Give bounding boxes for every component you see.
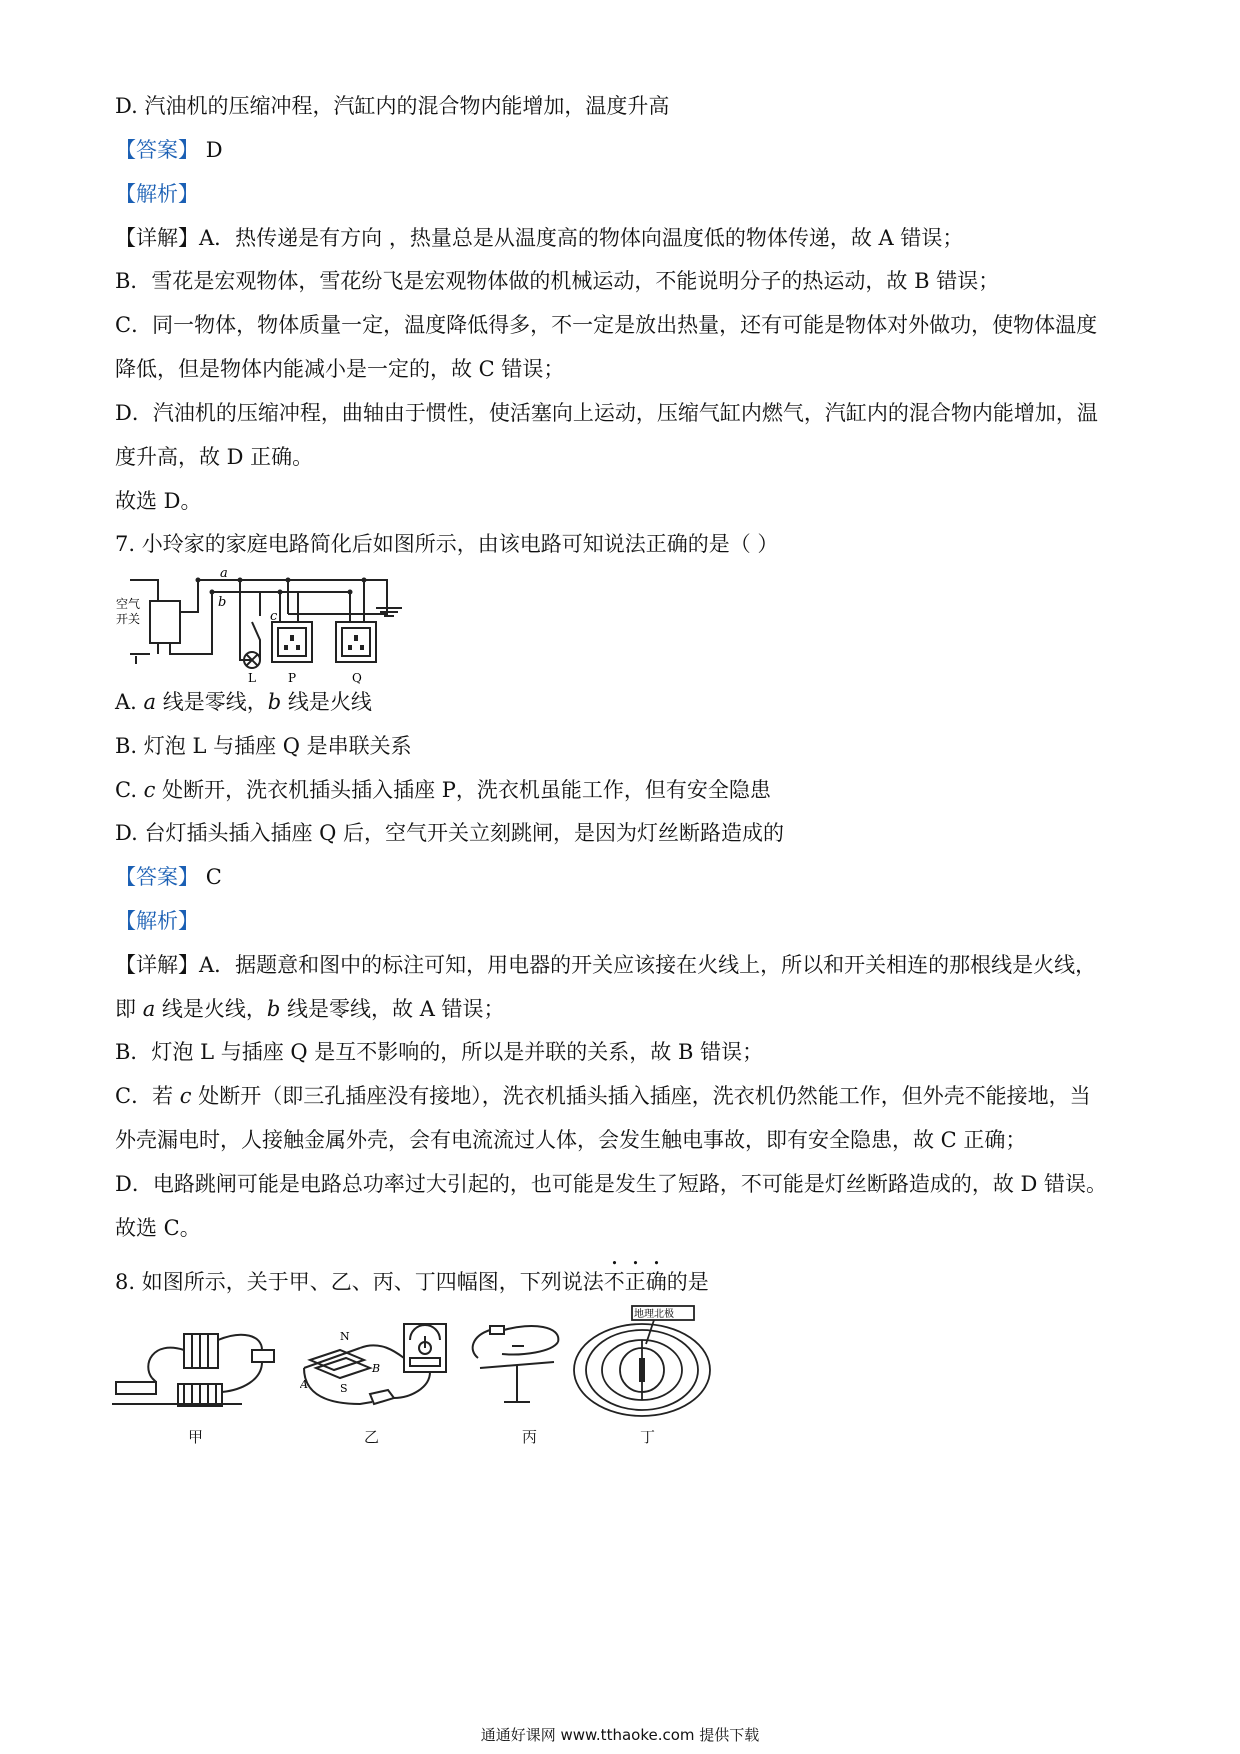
q7-detail-c2: 外壳漏电时，人接触金属外壳，会有电流流过人体，会发生触电事故，即有安全隐患，故 C 正确； (115, 1128, 1027, 1152)
detail-text: A．热传递是有方向 ，热量总是从温度高的物体向温度低的物体传递，故 A 错误； (199, 226, 964, 250)
q6-answer (115, 135, 223, 165)
option-text: 线是零线， (156, 690, 268, 714)
q6-analysis (115, 179, 199, 209)
socket-Q-label: Q (352, 671, 362, 685)
figure-ding-geomagnetic (570, 1300, 720, 1420)
detail-text: 线是火线， (155, 997, 267, 1021)
air-switch-label-1: 空气 (116, 597, 141, 611)
figure-label-ding: 丁 (640, 1428, 656, 1446)
q8-stem (115, 1257, 709, 1297)
analysis-tag: 【解析】 (115, 909, 199, 933)
answer-tag: 【答案】 (115, 138, 199, 162)
q6-detail-b: B．雪花是宏观物体，雪花纷飞是宏观物体做的机械运动，不能说明分子的热运动，故 B 错误； (115, 269, 1000, 293)
detail-text: C．若 (115, 1084, 180, 1108)
q7-detail-a2 (115, 994, 505, 1024)
var-b: b (267, 690, 282, 714)
q6-detail-c1: C．同一物体，物体质量一定，温度降低得多，不一定是放出热量，还有可能是物体对外做功，使物体温度 (115, 313, 1098, 337)
q7-detail-a1 (115, 950, 1096, 980)
q7-detail-d: D．电路跳闸可能是电路总功率过大引起的，也可能是发生了短路，不可能是灯丝断路造成的，故 D 错误。 (115, 1172, 1108, 1196)
q7-detail-c1 (115, 1081, 1091, 1111)
detail-text: 处断开（即三孔插座没有接地），洗衣机插头插入插座，洗衣机仍然能工作，但外壳不能接地，当 (191, 1084, 1091, 1108)
detail-text: 即 (115, 997, 143, 1021)
stem-emphasis: 不正确 (603, 1270, 667, 1294)
q6-detail-d2: 度升高，故 D 正确。 (115, 445, 314, 469)
answer-value: D (205, 138, 223, 162)
option-prefix: A. (115, 690, 144, 714)
option-text: 处断开，洗衣机插头插入插座 P，洗衣机虽能工作，但有安全隐患 (155, 778, 771, 802)
var-a: a (142, 997, 156, 1021)
detail-tag: 【详解】 (115, 953, 199, 977)
lamp-L-label: L (248, 671, 256, 685)
figure-jia-circuit (112, 1320, 292, 1420)
q6-conclusion: 故选 D。 (115, 489, 202, 513)
detail-tag: 【详解】 (115, 226, 199, 250)
detail-text: 线是零线，故 A 错误； (280, 997, 505, 1021)
var-c: c (143, 778, 156, 802)
figure-label-jia: 甲 (188, 1428, 204, 1446)
q7-stem: 7. 小玲家的家庭电路简化后如图所示，由该电路可知说法正确的是（ ） (115, 532, 779, 556)
point-c-label: c (270, 609, 278, 624)
figure-yi-induction (300, 1312, 460, 1422)
var-c: c (179, 1084, 192, 1108)
q7-option-a (115, 687, 372, 717)
figure-label-bing: 丙 (522, 1428, 538, 1446)
answer-value: C (205, 865, 222, 889)
conductor-A-label: A (300, 1378, 308, 1391)
magnet-N-label: N (340, 1330, 350, 1343)
q6-detail-c2: 降低，但是物体内能减小是一定的，故 C 错误； (115, 357, 565, 381)
q7-option-d: D. 台灯插头插入插座 Q 后，空气开关立刻跳闸，是因为灯丝断路造成的 (115, 821, 785, 845)
wire-b-label: b (218, 595, 227, 610)
geographic-north-label: 地理北极 (634, 1309, 674, 1320)
q7-conclusion: 故选 C。 (115, 1216, 201, 1240)
q7-answer (115, 862, 222, 892)
figure-label-yi: 乙 (364, 1428, 380, 1446)
conductor-B-label: B (372, 1362, 381, 1375)
var-a: a (143, 690, 157, 714)
option-text: 线是火线 (281, 690, 372, 714)
q6-detail-d1: D．汽油机的压缩冲程，曲轴由于惯性，使活塞向上运动，压缩气缸内燃气，汽缸内的混合物内能增加，温 (115, 401, 1098, 425)
var-b: b (266, 997, 281, 1021)
figure-bing-oersted (462, 1316, 572, 1416)
socket-P-label: P (288, 671, 297, 685)
magnet-S-label: S (340, 1382, 348, 1395)
option-prefix: C. (115, 778, 144, 802)
page-footer: 通通好课网 www.tthaoke.com 提供下载 (480, 1726, 760, 1744)
q6-option-d: D. 汽油机的压缩冲程，汽缸内的混合物内能增加，温度升高 (115, 94, 670, 118)
stem-text: 的是 (666, 1270, 709, 1294)
stem-text: 8. 如图所示，关于甲、乙、丙、丁四幅图，下列说法 (115, 1270, 604, 1294)
q7-analysis (115, 906, 199, 936)
air-switch-label-2: 开关 (116, 612, 141, 626)
detail-text: A．据题意和图中的标注可知，用电器的开关应该接在火线上，所以和开关相连的那根线是火线， (199, 953, 1097, 977)
wire-a-label: a (220, 568, 228, 581)
q7-detail-b: B．灯泡 L 与插座 Q 是互不影响的，所以是并联的关系，故 B 错误； (115, 1040, 764, 1064)
analysis-tag: 【解析】 (115, 182, 199, 206)
answer-tag: 【答案】 (115, 865, 199, 889)
q7-option-b: B. 灯泡 L 与插座 Q 是串联关系 (115, 734, 412, 758)
q6-detail-a (115, 223, 963, 253)
q7-option-c (115, 775, 771, 805)
